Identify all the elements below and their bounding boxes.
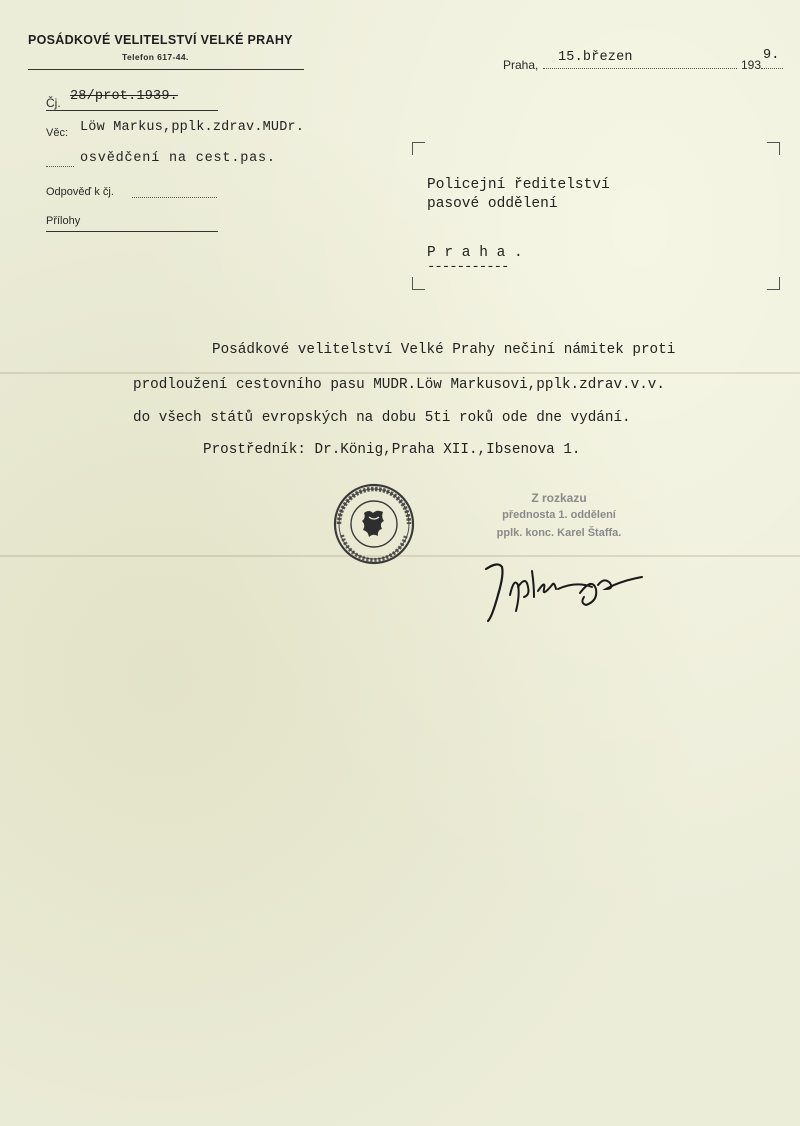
- date-dotline: [543, 68, 737, 69]
- stamp-line2: přednosta 1. oddělení: [502, 509, 616, 521]
- recipient-underline: -----------: [427, 259, 509, 275]
- body-line-3: do všech států evropských na dobu 5ti roků ode dne vydání.: [133, 410, 631, 426]
- vec-dotline: [46, 166, 74, 167]
- body-line-1: Posádkové velitelství Velké Prahy nečiní námitek proti: [212, 342, 676, 358]
- odpoved-label: Odpověď k čj.: [46, 186, 114, 198]
- letterhead-telephone: Telefon 617-44.: [122, 52, 189, 62]
- stamp-line3: pplk. konc. Karel Štaffa.: [496, 527, 622, 539]
- year-dotline: [761, 68, 783, 69]
- place-label: Praha,: [503, 58, 539, 72]
- vec-line2: osvědčení na cest.pas.: [80, 151, 276, 166]
- official-seal-icon: [333, 483, 415, 565]
- stamp-line1: Z rozkazu: [531, 491, 587, 505]
- date-day-month: 15.březen: [558, 50, 633, 65]
- prilohy-rule: [46, 231, 218, 232]
- address-corner-br: [767, 277, 780, 290]
- odpoved-dotline: [132, 197, 217, 198]
- cj-rule: [46, 110, 218, 111]
- prilohy-label: Přílohy: [46, 215, 81, 227]
- recipient-line2: pasové oddělení: [427, 196, 558, 212]
- address-corner-tr: [767, 142, 780, 155]
- letterhead-rule: [28, 69, 304, 70]
- recipient-line1: Policejní ředitelství: [427, 177, 610, 193]
- cj-label: Čj.: [46, 96, 61, 110]
- paper-fold: [0, 372, 800, 374]
- vec-label: Věc:: [46, 127, 69, 139]
- body-line-2: prodloužení cestovního pasu MUDR.Löw Markusovi,pplk.zdrav.v.v.: [133, 377, 665, 393]
- letterhead-organization: POSÁDKOVÉ VELITELSTVÍ VELKÉ PRAHY: [28, 33, 293, 47]
- vec-line1: Löw Markus,pplk.zdrav.MUDr.: [80, 120, 305, 135]
- cj-value: 28/prot.1939.: [70, 89, 178, 104]
- body-line-4: Prostředník: Dr.König,Praha XII.,Ibsenova 1.: [203, 442, 581, 458]
- recipient-city: P r a h a .: [427, 245, 523, 261]
- year-prefix: 193: [741, 58, 762, 72]
- address-corner-tl: [412, 142, 425, 155]
- handwritten-signature-icon: [480, 555, 655, 630]
- address-corner-bl: [412, 277, 425, 290]
- year-suffix: 9.: [763, 48, 780, 63]
